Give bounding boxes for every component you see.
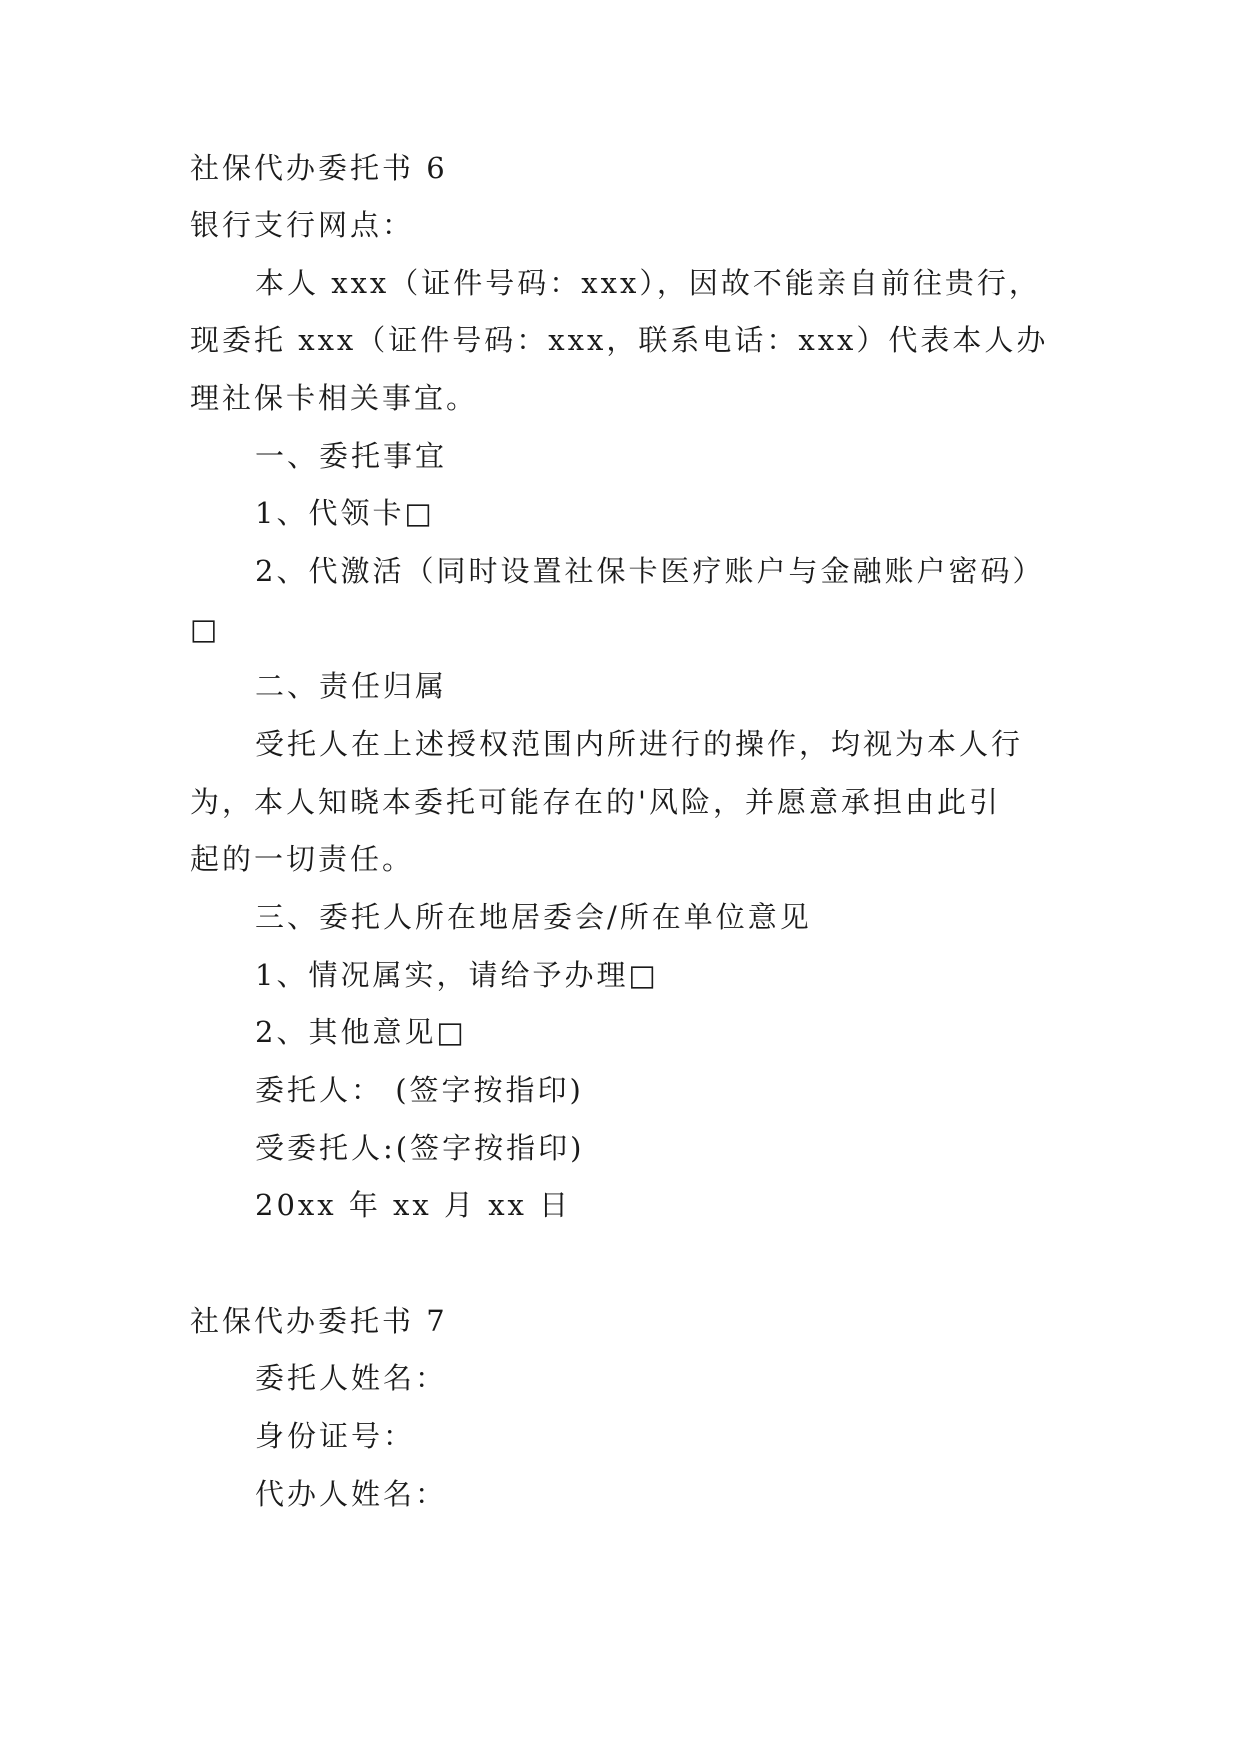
body-line-2: 现委托 xxx（证件号码：xxx，联系电话：xxx）代表本人办	[190, 323, 1049, 357]
item-activate-card: 2、代激活（同时设置社保卡医疗账户与金融账户密码）	[255, 554, 1045, 588]
addressee: 银行支行网点：	[190, 208, 415, 242]
responsibility-line-3: 起的一切责任。	[190, 842, 415, 876]
body-line-3: 理社保卡相关事宜。	[190, 381, 479, 415]
date-line: 20xx 年 xx 月 xx 日	[255, 1188, 572, 1222]
agent-signature: 受委托人:(签字按指印)	[255, 1131, 585, 1165]
item-opinion-approve: 1、情况属实，请给予办理□	[255, 958, 659, 992]
responsibility-line-1: 受托人在上述授权范围内所进行的操作，均视为本人行	[255, 727, 1024, 761]
item-collect-card: 1、代领卡□	[255, 496, 435, 530]
responsibility-line-2: 为，本人知晓本委托可能存在的'风险，并愿意承担由此引	[190, 785, 1001, 819]
section-6-title: 社保代办委托书 6	[190, 151, 448, 185]
heading-entrusted-matters: 一、委托事宜	[255, 439, 448, 473]
item-opinion-other: 2、其他意见□	[255, 1015, 467, 1049]
field-id-number: 身份证号：	[255, 1419, 416, 1453]
heading-responsibility: 二、责任归属	[255, 669, 448, 703]
section-7-title: 社保代办委托书 7	[190, 1304, 448, 1338]
field-agent-name: 代办人姓名：	[255, 1477, 448, 1511]
item-activate-card-checkbox: □	[190, 612, 221, 646]
principal-signature: 委托人： (签字按指印)	[255, 1073, 584, 1107]
heading-committee-opinion: 三、委托人所在地居委会/所在单位意见	[255, 900, 812, 934]
field-principal-name: 委托人姓名：	[255, 1361, 448, 1395]
body-line-1: 本人 xxx（证件号码：xxx），因故不能亲自前往贵行，	[255, 266, 1041, 300]
